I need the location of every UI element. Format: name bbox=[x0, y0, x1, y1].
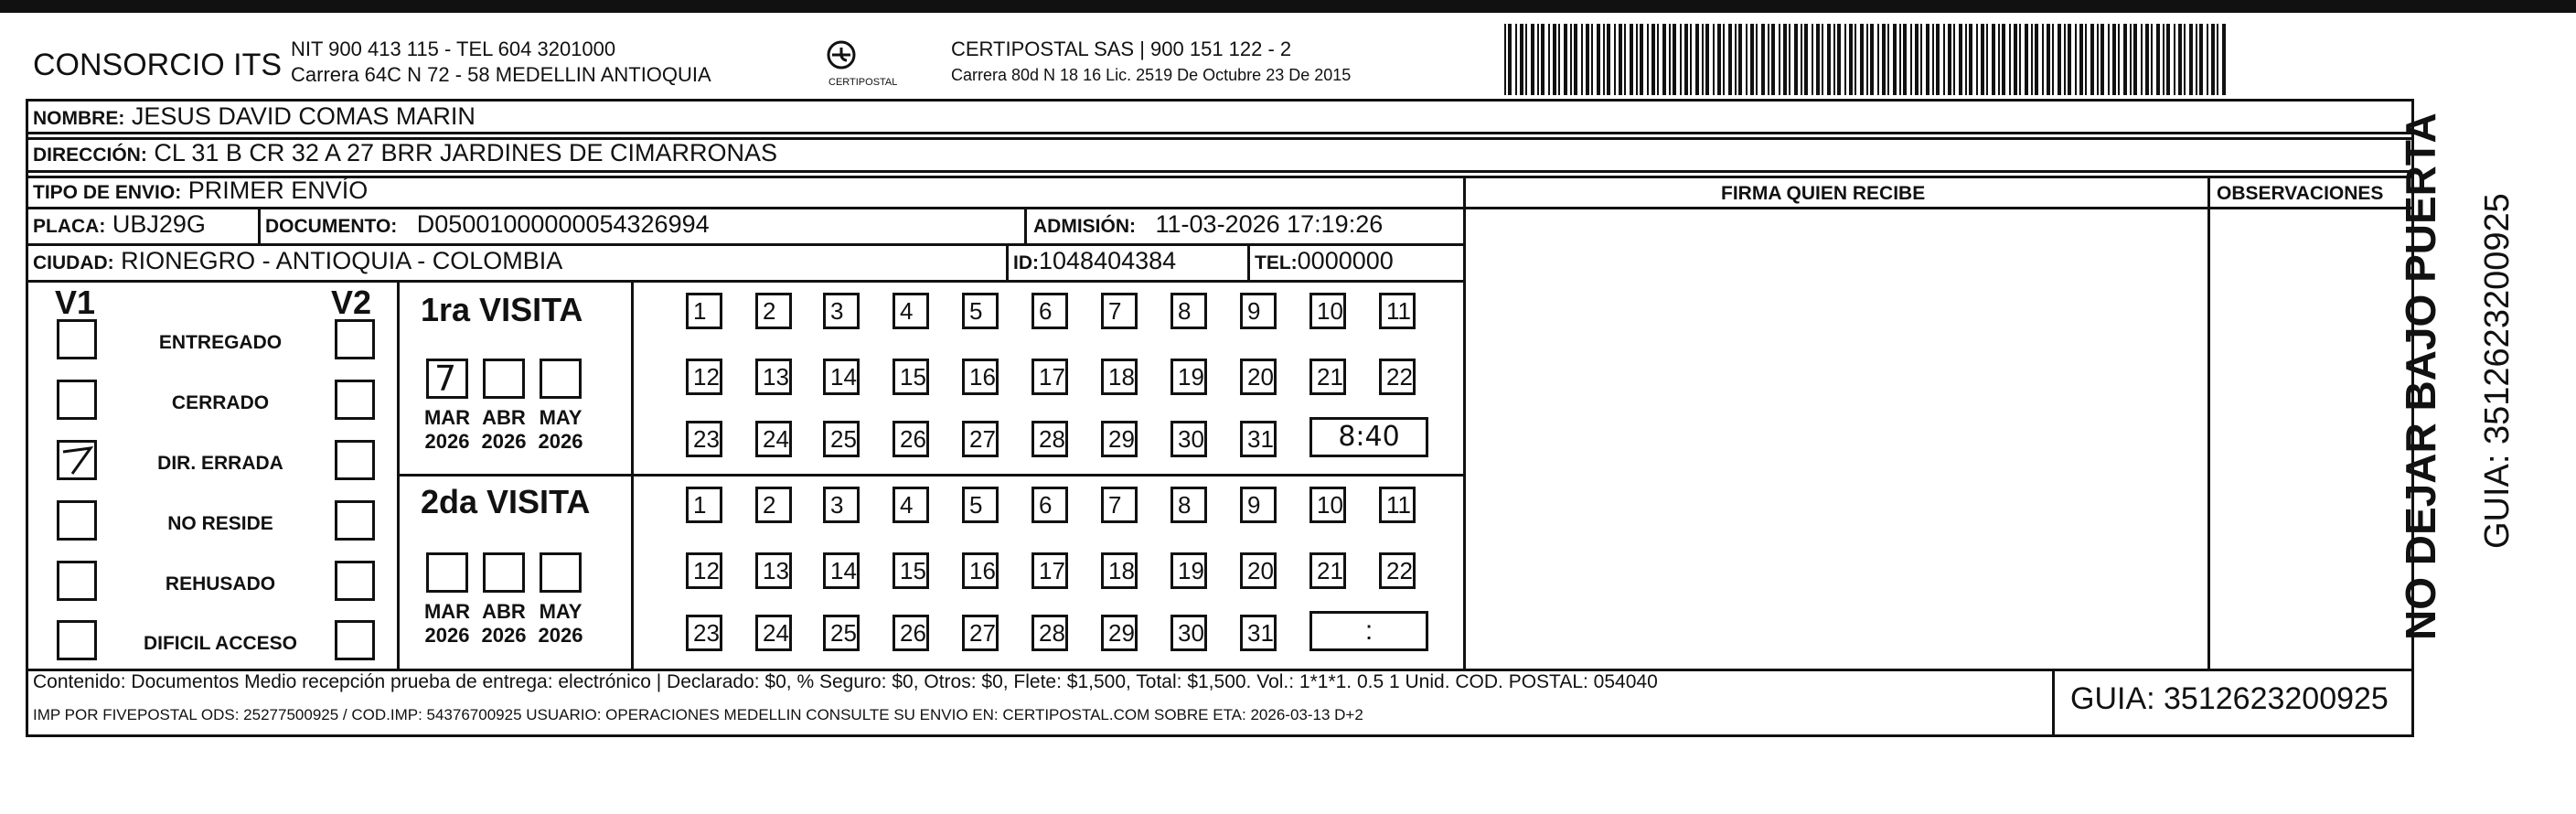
visit2-day-box[interactable]: 27 bbox=[962, 615, 999, 651]
firma-header: FIRMA QUIEN RECIBE bbox=[1721, 183, 1926, 204]
status-label: ENTREGADO bbox=[158, 332, 283, 353]
visit1-day-box[interactable]: 17 bbox=[1031, 359, 1068, 395]
admision-field: ADMISIÓN: 11-03-2026 17:19:26 bbox=[1033, 210, 1384, 238]
visit1-day-box[interactable]: 31 bbox=[1240, 421, 1277, 457]
handwritten-mark-icon bbox=[59, 443, 94, 477]
visit1-day-box[interactable]: 6 bbox=[1031, 293, 1068, 329]
visit2-day-box[interactable]: 20 bbox=[1240, 552, 1277, 589]
visit1-day-box[interactable]: 12 bbox=[686, 359, 722, 395]
visit2-month-label: MAY 2026 bbox=[538, 600, 583, 647]
footer-contenido: Contenido: Documentos Medio recepción prueba de entrega: electrónico | Declarado: $0, % Seguro: $0, Otros: $0, Flete: $1,500, Total: $1,500. Vol.: 1*1*1. 0.5 1 Unid. COD. POSTAL: 054040 bbox=[33, 671, 1658, 692]
visit2-day-box[interactable]: 23 bbox=[686, 615, 722, 651]
visit2-day-box[interactable]: 6 bbox=[1031, 487, 1068, 523]
status-v2-checkbox[interactable] bbox=[335, 620, 375, 660]
company-name: CONSORCIO ITS bbox=[33, 48, 283, 82]
logo-text: CERTIPOSTAL bbox=[828, 77, 898, 88]
visit1-day-box[interactable]: 18 bbox=[1101, 359, 1138, 395]
tel-field: TEL:0000000 bbox=[1255, 247, 1394, 274]
visit2-day-box[interactable]: 12 bbox=[686, 552, 722, 589]
visit1-day-box[interactable]: 13 bbox=[755, 359, 792, 395]
visit1-day-box[interactable]: 7 bbox=[1101, 293, 1138, 329]
footer-guia: GUIA: 3512623200925 bbox=[2070, 681, 2389, 716]
visit2-day-box[interactable]: 5 bbox=[962, 487, 999, 523]
visit1-day-box[interactable]: 24 bbox=[755, 421, 792, 457]
visit2-day-box[interactable]: 13 bbox=[755, 552, 792, 589]
visit2-day-box[interactable]: 30 bbox=[1170, 615, 1207, 651]
certipostal-info bbox=[951, 37, 1351, 88]
side-guia: GUIA: 3512623200925 bbox=[2478, 193, 2517, 549]
company-info bbox=[291, 37, 711, 88]
visit1-day-box[interactable]: 5 bbox=[962, 293, 999, 329]
visit2-day-box[interactable]: 26 bbox=[893, 615, 929, 651]
visit1-day-box[interactable]: 16 bbox=[962, 359, 999, 395]
id-field: ID:1048404384 bbox=[1013, 247, 1177, 274]
address-line: Carrera 64C N 72 - 58 MEDELLIN ANTIOQUIA bbox=[291, 63, 711, 86]
visit2-title: 2da VISITA bbox=[421, 483, 591, 520]
visit1-day-box[interactable]: 8 bbox=[1170, 293, 1207, 329]
nombre-field: NOMBRE: JESUS DAVID COMAS MARIN bbox=[33, 102, 476, 130]
visit1-day-box[interactable]: 10 bbox=[1309, 293, 1346, 329]
visit2-month-checkbox[interactable] bbox=[540, 552, 582, 593]
visit1-day-box[interactable]: 21 bbox=[1309, 359, 1346, 395]
form-frame bbox=[26, 99, 2414, 671]
visit1-day-box[interactable]: 14 bbox=[823, 359, 860, 395]
visit2-day-box[interactable]: 28 bbox=[1031, 615, 1068, 651]
visit1-day-box[interactable]: 30 bbox=[1170, 421, 1207, 457]
visit1-day-box[interactable]: 15 bbox=[893, 359, 929, 395]
tipo-envio-field: TIPO DE ENVIO: PRIMER ENVÍO bbox=[33, 177, 369, 204]
visit1-day-box[interactable]: 22 bbox=[1379, 359, 1416, 395]
visit2-day-box[interactable]: 17 bbox=[1031, 552, 1068, 589]
visit2-day-box[interactable]: 22 bbox=[1379, 552, 1416, 589]
license-line: Carrera 80d N 18 16 Lic. 2519 De Octubre 23 De 2015 bbox=[951, 66, 1352, 84]
visit1-title: 1ra VISITA bbox=[421, 291, 583, 328]
visit2-day-box[interactable]: 1 bbox=[686, 487, 722, 523]
visit2-time-box[interactable]: : bbox=[1309, 611, 1428, 651]
documento-field: DOCUMENTO: D05001000000054326994 bbox=[265, 210, 710, 238]
status-label: DIR. ERRADA bbox=[157, 453, 283, 474]
visit2-day-box[interactable]: 14 bbox=[823, 552, 860, 589]
visit1-month-checkbox[interactable] bbox=[483, 359, 525, 399]
status-label: DIFICIL ACCESO bbox=[143, 633, 297, 654]
status-v2-checkbox[interactable] bbox=[335, 380, 375, 420]
status-v1-checkbox[interactable] bbox=[57, 561, 97, 601]
visit1-day-box[interactable]: 20 bbox=[1240, 359, 1277, 395]
visit1-month-label: MAR 2026 bbox=[423, 406, 471, 453]
v1-header: V1 bbox=[55, 284, 96, 321]
direccion-field: DIRECCIÓN: CL 31 B CR 32 A 27 BRR JARDINES DE CIMARRONAS bbox=[33, 139, 778, 166]
visit1-day-box[interactable]: 9 bbox=[1240, 293, 1277, 329]
visit1-day-box[interactable]: 19 bbox=[1170, 359, 1207, 395]
visit1-day-box[interactable]: 29 bbox=[1101, 421, 1138, 457]
status-v1-checkbox[interactable] bbox=[57, 500, 97, 541]
visit2-day-box[interactable]: 29 bbox=[1101, 615, 1138, 651]
status-v1-checkbox[interactable] bbox=[57, 440, 97, 480]
handwritten-mark: 7 bbox=[434, 359, 457, 399]
visit2-day-box[interactable]: 24 bbox=[755, 615, 792, 651]
visit1-day-box[interactable]: 4 bbox=[893, 293, 929, 329]
status-v2-checkbox[interactable] bbox=[335, 500, 375, 541]
visit2-day-box[interactable]: 18 bbox=[1101, 552, 1138, 589]
visit1-day-box[interactable]: 28 bbox=[1031, 421, 1068, 457]
status-v1-checkbox[interactable] bbox=[57, 380, 97, 420]
visit1-time-box[interactable]: 8:40 bbox=[1309, 417, 1428, 457]
visit2-month-label: ABR 2026 bbox=[481, 600, 527, 647]
visit2-day-box[interactable]: 21 bbox=[1309, 552, 1346, 589]
visit1-month-checkbox[interactable] bbox=[540, 359, 582, 399]
visit1-day-box[interactable]: 25 bbox=[823, 421, 860, 457]
visit2-day-box[interactable]: 8 bbox=[1170, 487, 1207, 523]
status-label: CERRADO bbox=[171, 392, 270, 413]
visit2-day-box[interactable]: 19 bbox=[1170, 552, 1207, 589]
footer-imp: IMP POR FIVEPOSTAL ODS: 25277500925 / COD.IMP: 54376700925 USUARIO: OPERACIONES MEDELLIN CONSULTE SU ENVIO EN: CERTIPOSTAL.COM SOBRE ETA: 2026-03-13 D+2 bbox=[33, 706, 1363, 723]
side-warning: NO DEJAR BAJO PUERTA bbox=[2397, 112, 2444, 640]
status-v2-checkbox[interactable] bbox=[335, 561, 375, 601]
visit2-day-box[interactable]: 25 bbox=[823, 615, 860, 651]
status-v1-checkbox[interactable] bbox=[57, 319, 97, 359]
visit1-day-box[interactable]: 27 bbox=[962, 421, 999, 457]
top-edge-bar bbox=[0, 0, 2576, 13]
status-v1-checkbox[interactable] bbox=[57, 620, 97, 660]
status-v2-checkbox[interactable] bbox=[335, 440, 375, 480]
visit1-month-checkbox[interactable] bbox=[426, 359, 468, 399]
visit1-day-box[interactable]: 1 bbox=[686, 293, 722, 329]
visit2-month-checkbox[interactable] bbox=[426, 552, 468, 593]
visit2-month-checkbox[interactable] bbox=[483, 552, 525, 593]
status-v2-checkbox[interactable] bbox=[335, 319, 375, 359]
observaciones-header: OBSERVACIONES bbox=[2217, 183, 2384, 204]
visit2-day-box[interactable]: 16 bbox=[962, 552, 999, 589]
visit1-day-box[interactable]: 2 bbox=[755, 293, 792, 329]
v2-header: V2 bbox=[331, 284, 372, 321]
visit2-day-box[interactable]: 15 bbox=[893, 552, 929, 589]
visit2-day-box[interactable]: 10 bbox=[1309, 487, 1346, 523]
ciudad-field: CIUDAD: RIONEGRO - ANTIOQUIA - COLOMBIA bbox=[33, 247, 563, 274]
visit2-day-box[interactable]: 9 bbox=[1240, 487, 1277, 523]
visit2-day-box[interactable]: 31 bbox=[1240, 615, 1277, 651]
status-label: REHUSADO bbox=[165, 573, 276, 594]
visit1-month-label: ABR 2026 bbox=[481, 406, 527, 453]
certipostal-line: CERTIPOSTAL SAS | 900 151 122 - 2 bbox=[951, 37, 1292, 60]
visit1-day-box[interactable]: 3 bbox=[823, 293, 860, 329]
nit-line: NIT 900 413 115 - TEL 604 3201000 bbox=[291, 37, 616, 60]
visit2-day-box[interactable]: 3 bbox=[823, 487, 860, 523]
visit2-day-box[interactable]: 4 bbox=[893, 487, 929, 523]
visit2-day-box[interactable]: 7 bbox=[1101, 487, 1138, 523]
visit2-day-box[interactable]: 11 bbox=[1379, 487, 1416, 523]
visit1-month-label: MAY 2026 bbox=[538, 406, 583, 453]
visit1-day-box[interactable]: 11 bbox=[1379, 293, 1416, 329]
visit1-day-box[interactable]: 26 bbox=[893, 421, 929, 457]
visit2-day-box[interactable]: 2 bbox=[755, 487, 792, 523]
placa-field: PLACA: UBJ29G bbox=[33, 210, 206, 238]
status-label: NO RESIDE bbox=[167, 513, 273, 534]
barcode bbox=[1504, 24, 2231, 95]
visit2-month-label: MAR 2026 bbox=[423, 600, 471, 647]
visit1-day-box[interactable]: 23 bbox=[686, 421, 722, 457]
